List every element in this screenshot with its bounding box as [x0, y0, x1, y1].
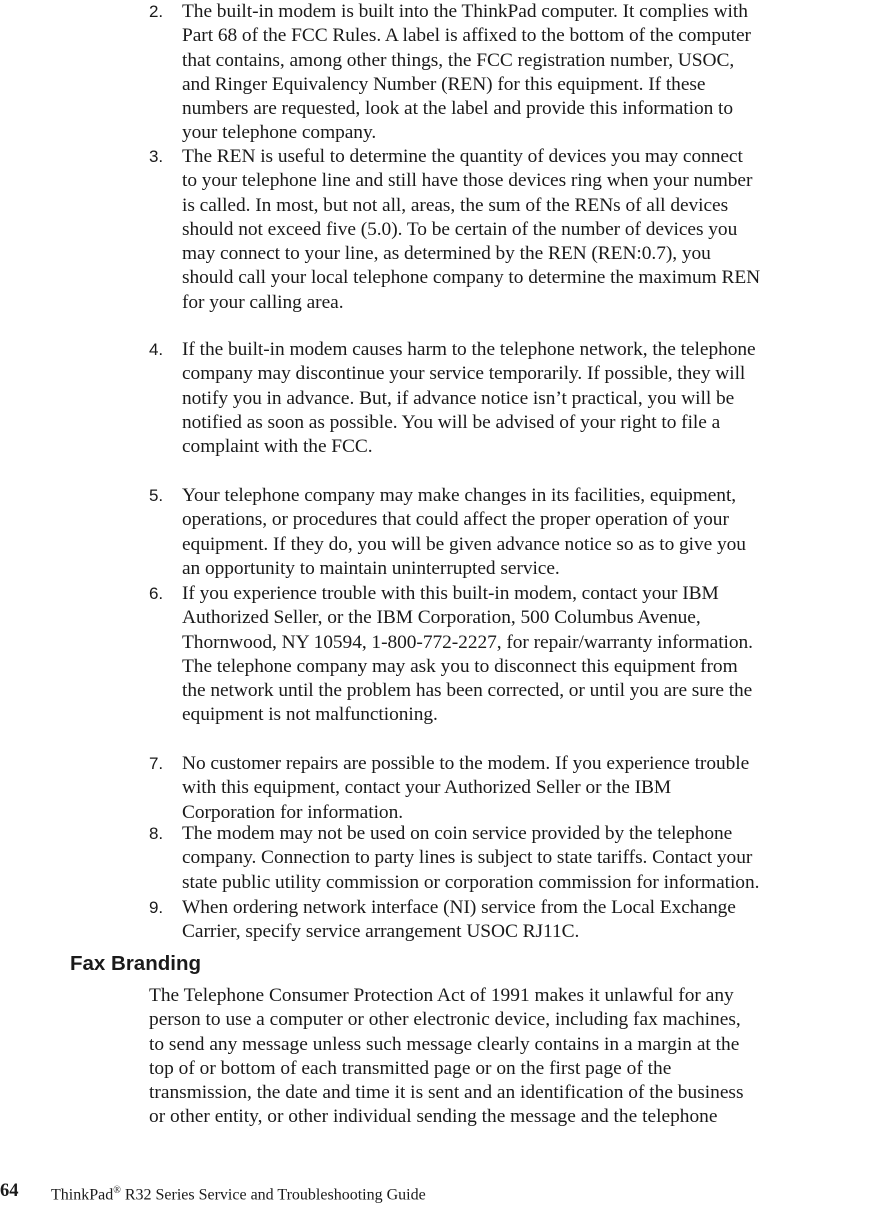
list-item-text-line: company may discontinue your service temporarily. If possible, they will	[182, 363, 746, 385]
list-item	[0, 338, 756, 459]
list-item-number: 2.	[149, 2, 164, 21]
list-item-text-line: The REN is useful to determine the quantity of devices you may connect	[182, 146, 743, 167]
list-item-number: 8.	[149, 824, 164, 843]
list-item-text-line: notify you in advance. But, if advance notice isn’t practical, you will be	[182, 387, 735, 409]
list-item-text-line: should not exceed five (5.0). To be certain of the number of devices you	[182, 218, 738, 240]
footer-title-suffix: R32 Series Service and Troubleshooting Guide	[120, 1186, 426, 1204]
list-item-text-line: may connect to your line, as determined by the REN (REN:0.7), you	[182, 243, 711, 265]
list-item	[0, 0, 751, 146]
list-item-text-line: with this equipment, contact your Authorized Seller or the IBM	[182, 777, 672, 799]
registered-mark: ®	[113, 1185, 121, 1196]
list-item-number: 6.	[149, 584, 164, 603]
list-item-text-line: Your telephone company may make changes in its facilities, equipment,	[182, 485, 737, 506]
list-item-number: 4.	[149, 340, 164, 359]
list-item	[0, 896, 736, 945]
list-item-text-line: The telephone company may ask you to disconnect this equipment from	[182, 655, 738, 677]
list-item-text-line: your telephone company.	[182, 122, 377, 144]
list-item-text-line: numbers are requested, look at the label and provide this information to	[182, 98, 734, 120]
paragraph-text-line: person to use a computer or other electronic device, including fax machines,	[149, 1009, 741, 1031]
list-item-text-line: notified as soon as possible. You will be advised of your right to file a	[182, 411, 721, 433]
list-item-text-line: equipment is not malfunctioning.	[182, 704, 438, 726]
list-item-text-line: operations, or procedures that could affect the proper operation of your	[182, 509, 729, 531]
fax-branding-paragraph	[149, 984, 744, 1130]
list-item-text-line: to your telephone line and still have those devices ring when your number	[182, 170, 753, 192]
list-item-text-line: for your calling area.	[182, 291, 344, 313]
list-item-number: 7.	[149, 754, 164, 773]
list-item-text-line: When ordering network interface (NI) service from the Local Exchange	[182, 897, 736, 918]
list-item-text-line: No customer repairs are possible to the modem. If you experience trouble	[182, 753, 750, 774]
list-item	[0, 752, 749, 825]
paragraph-text-line: transmission, the date and time it is sent and an identification of the business	[149, 1082, 744, 1104]
list-item-text-line: Carrier, specify service arrangement USOC RJ11C.	[182, 921, 580, 943]
list-item-text-line: The modem may not be used on coin service provided by the telephone	[182, 823, 733, 844]
list-item-text-line: Authorized Seller, or the IBM Corporation, 500 Columbus Avenue,	[182, 607, 701, 629]
list-item-text-line: Part 68 of the FCC Rules. A label is affixed to the bottom of the computer	[182, 25, 751, 47]
list-item	[0, 145, 760, 315]
section-heading-fax-branding: Fax Branding	[70, 952, 201, 975]
list-item-number: 9.	[149, 898, 164, 917]
list-item-text-line: Corporation for information.	[182, 801, 404, 823]
list-item-text-line: company. Connection to party lines is subject to state tariffs. Contact your	[182, 847, 753, 869]
list-item-text-line: the network until the problem has been corrected, or until you are sure the	[182, 680, 753, 702]
list-item-text-line: is called. In most, but not all, areas, the sum of the RENs of all devices	[182, 194, 729, 216]
list-item-number: 5.	[149, 486, 164, 505]
list-item-text-line: and Ringer Equivalency Number (REN) for this equipment. If these	[182, 73, 706, 95]
list-item-text-line: If you experience trouble with this built-in modem, contact your IBM	[182, 583, 719, 604]
list-item	[0, 484, 746, 581]
list-item	[0, 582, 753, 728]
paragraph-text-line: to send any message unless such message clearly contains in a margin at the	[149, 1033, 740, 1055]
list-item-text-line: Thornwood, NY 10594, 1-800-772-2227, for repair/warranty information.	[182, 631, 753, 653]
list-item-text-line: equipment. If they do, you will be given advance notice so as to give you	[182, 533, 746, 555]
list-item-number: 3.	[149, 147, 164, 166]
list-item-text-line: The built-in modem is built into the ThinkPad computer. It complies with	[182, 1, 748, 22]
list-item-text-line: If the built-in modem causes harm to the telephone network, the telephone	[182, 339, 756, 360]
list-item-text-line: an opportunity to maintain uninterrupted service.	[182, 557, 560, 579]
footer-title-prefix: ThinkPad	[51, 1186, 114, 1204]
paragraph-text-line: top of or bottom of each transmitted page or on the first page of the	[149, 1057, 672, 1079]
page-number: 64	[0, 1181, 19, 1201]
list-item	[0, 822, 759, 895]
paragraph-text-line: or other entity, or other individual sending the message and the telephone	[149, 1106, 718, 1128]
list-item-text-line: complaint with the FCC.	[182, 436, 373, 458]
paragraph-text-line: The Telephone Consumer Protection Act of 1991 makes it unlawful for any	[149, 985, 734, 1006]
list-item-text-line: that contains, among other things, the FCC registration number, USOC,	[182, 49, 735, 71]
list-item-text-line: state public utility commission or corporation commission for information.	[182, 871, 760, 893]
list-item-text-line: should call your local telephone company to determine the maximum REN	[182, 267, 761, 289]
footer-title	[51, 1180, 426, 1206]
